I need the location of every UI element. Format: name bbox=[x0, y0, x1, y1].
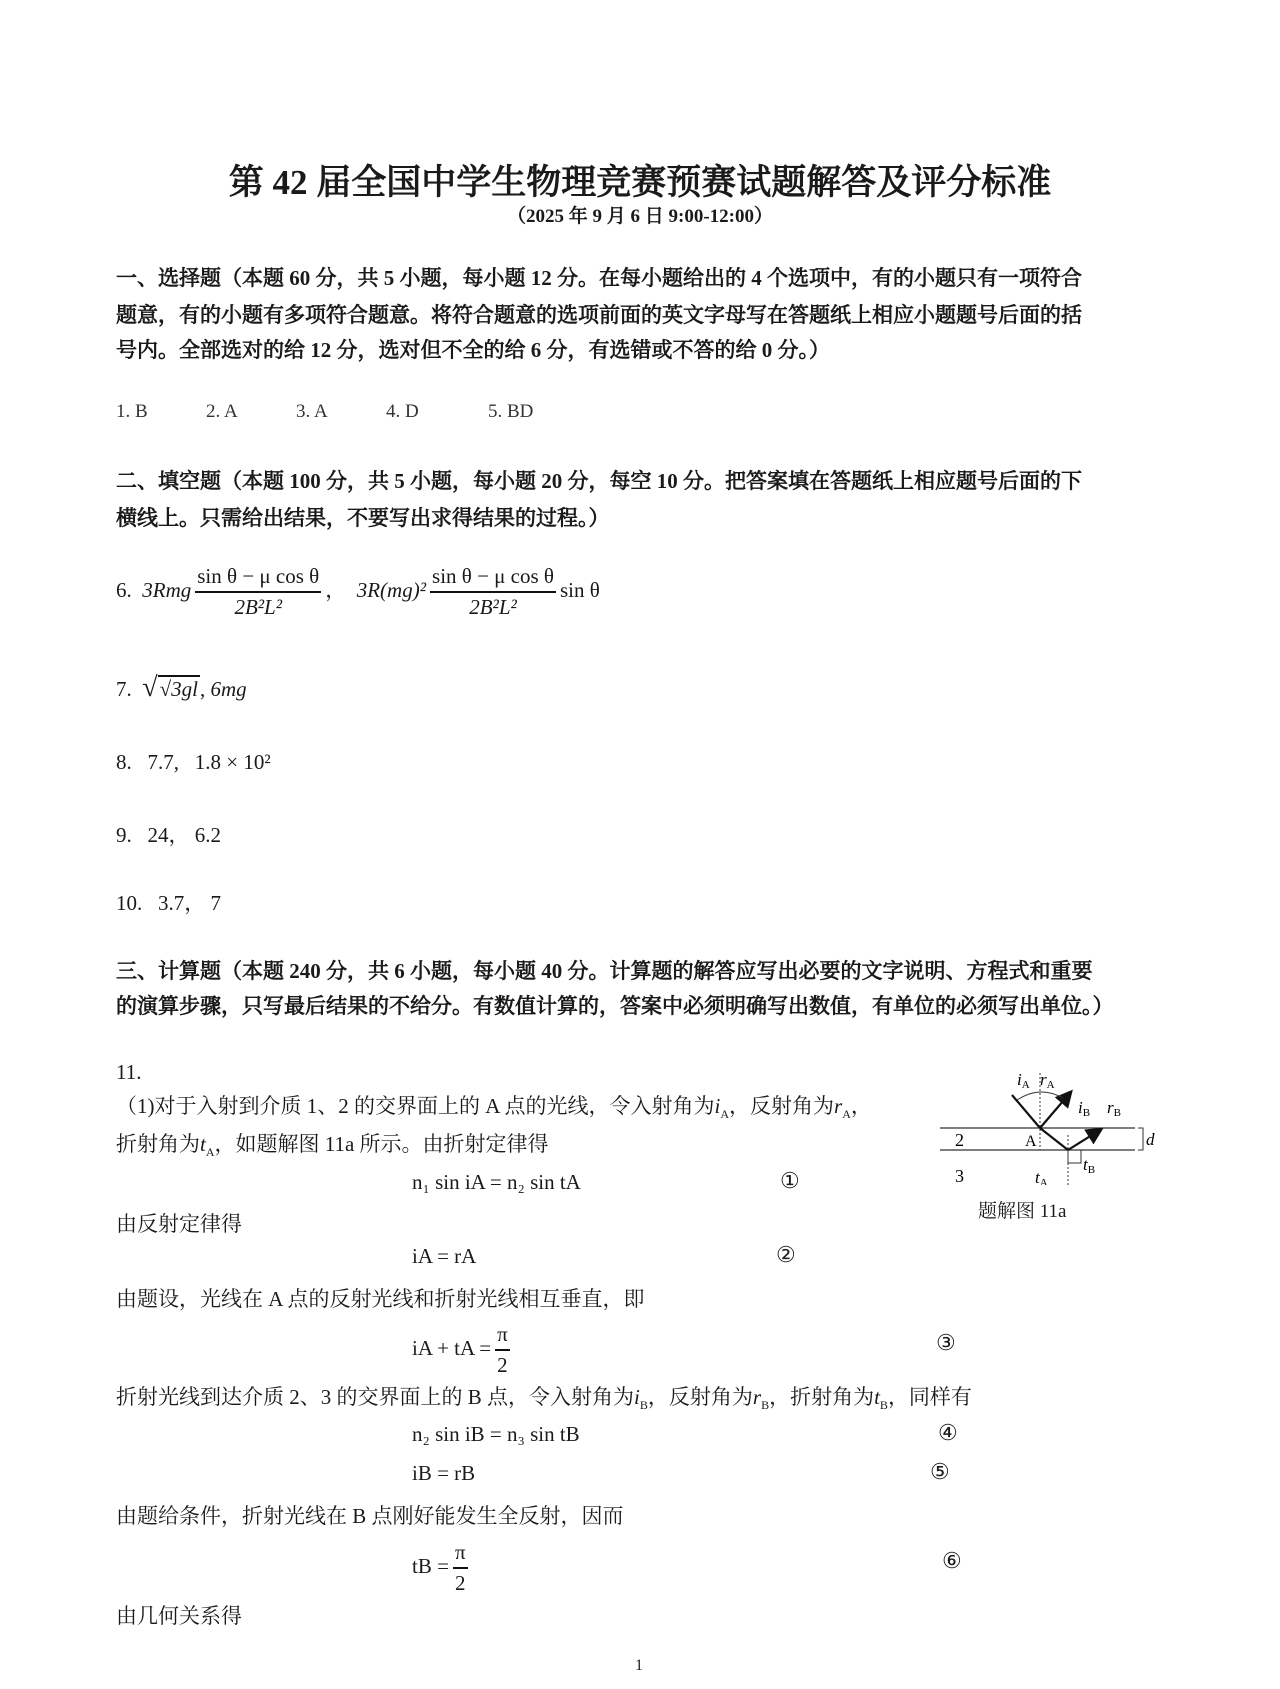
label-point-a: A bbox=[1025, 1133, 1037, 1150]
sqrt-icon: √ bbox=[142, 672, 158, 703]
equation-1-mark: ① bbox=[780, 1168, 800, 1193]
equation-3-mark: ③ bbox=[936, 1330, 956, 1355]
total-reflection-text: 由题给条件，折射光线在 B 点刚好能发生全反射，因而 bbox=[116, 1504, 624, 1528]
text: 折射光线到达介质 2、3 的交界面上的 B 点，令入射角为 bbox=[116, 1385, 635, 1409]
answer-3: 3. A bbox=[296, 401, 328, 422]
refracted-ray bbox=[1040, 1128, 1068, 1150]
section3-line1: 三、计算题（本题 240 分，共 6 小题，每小题 40 分。计算题的解答应写出必要的文字说明、方程式和重要 bbox=[116, 959, 1093, 983]
q7-number: 7. bbox=[116, 677, 132, 701]
answer-9 bbox=[116, 819, 221, 849]
answer-7 bbox=[116, 672, 247, 704]
section2-line1: 二、填空题（本题 100 分，共 5 小题，每小题 20 分，每空 10 分。把答案填在答题纸上相应题号后面的下 bbox=[116, 469, 1082, 493]
answer-5: 5. BD bbox=[488, 401, 534, 422]
reflected-ray-a bbox=[1040, 1093, 1070, 1128]
figure-caption: 题解图 11a bbox=[978, 1201, 1067, 1222]
label-tA: tA bbox=[1035, 1168, 1048, 1185]
q6-a1-numerator: sin θ − μ cos θ bbox=[195, 564, 321, 593]
q6-a2-numerator: sin θ − μ cos θ bbox=[430, 564, 556, 593]
eq3-den: 2 bbox=[497, 1353, 508, 1377]
exam-date: （2025 年 9 月 6 日 9:00-12:00） bbox=[507, 206, 773, 227]
label-medium-2: 2 bbox=[955, 1130, 964, 1150]
q6-number: 6. bbox=[116, 577, 132, 602]
equation-5: iB = rB bbox=[412, 1461, 476, 1485]
answer-4: 4. D bbox=[386, 401, 419, 422]
q8-number: 8. bbox=[116, 750, 132, 774]
q10-answer: 3.7， 7 bbox=[158, 891, 221, 915]
text: ，如题解图 11a 所示。由折射定律得 bbox=[214, 1132, 549, 1156]
answer-8 bbox=[116, 750, 271, 775]
answer-2: 2. A bbox=[206, 401, 238, 422]
answer-10 bbox=[116, 887, 221, 917]
equation-4-mark: ④ bbox=[938, 1420, 958, 1445]
answer-1: 1. B bbox=[116, 401, 148, 422]
page-title: 第 42 届全国中学生物理竞赛预赛试题解答及评分标准 bbox=[228, 163, 1052, 202]
q6-a2-suffix: sin θ bbox=[560, 577, 600, 602]
q9-number: 9. bbox=[116, 823, 132, 847]
reflected-ray-b bbox=[1068, 1130, 1100, 1150]
q7-separator: , bbox=[200, 677, 206, 701]
q8-a2: 1.8 × 10² bbox=[194, 750, 271, 774]
label-iA: iA bbox=[1017, 1070, 1030, 1091]
section1-line1: 一、选择题（本题 60 分，共 5 小题，每小题 12 分。在每小题给出的 4 个选项中，有的小题只有一项符合 bbox=[116, 266, 1082, 290]
equation-6-mark: ⑥ bbox=[942, 1548, 962, 1573]
text: ，反射角为 bbox=[729, 1094, 835, 1118]
equation-2: iA = rA bbox=[412, 1244, 477, 1268]
section1-line2: 题意，有的小题有多项符合题意。将符合题意的选项前面的英文字母写在答题纸上相应小题题号后面的括 bbox=[116, 303, 1082, 327]
label-rA: rA bbox=[1040, 1070, 1055, 1091]
point-b-text: 折射光线到达介质 2、3 的交界面上的 B 点，令入射角为$i_B$，反射角为$r_B$，折射角为$t_B$，同样有 bbox=[116, 1385, 972, 1412]
label-tB: tB bbox=[1083, 1155, 1096, 1176]
label-d: d bbox=[1146, 1130, 1155, 1149]
label-medium-3: 3 bbox=[955, 1166, 964, 1185]
equation-2-mark: ② bbox=[776, 1242, 796, 1267]
text: （1)对于入射到介质 1、2 的交界面上的 A 点的光线，令入射角为 bbox=[116, 1094, 715, 1118]
eq6-num: π bbox=[453, 1540, 468, 1569]
equation-5-mark: ⑤ bbox=[930, 1459, 950, 1484]
label-rB: rB bbox=[1107, 1098, 1121, 1119]
text: ，同样有 bbox=[887, 1385, 972, 1409]
label-iB: iB bbox=[1078, 1098, 1091, 1119]
q6-a2-prefix: 3R(mg)² bbox=[356, 577, 427, 602]
eq3-num: π bbox=[495, 1322, 510, 1351]
q8-a1: 7.7, bbox=[147, 750, 179, 774]
answer-6 bbox=[116, 564, 600, 620]
q11-part1-line1: （1)对于入射到介质 1、2 的交界面上的 A 点的光线，令入射角为$i_A$，反射角为$r_A$， bbox=[116, 1094, 872, 1121]
right-angle-mark bbox=[1068, 1150, 1081, 1163]
incident-ray bbox=[1012, 1095, 1040, 1128]
q11-number: 11. bbox=[116, 1060, 142, 1084]
q7-radicand: √3gl bbox=[159, 677, 198, 701]
eq3-lhs: iA + tA = bbox=[412, 1335, 492, 1360]
text: ， bbox=[850, 1094, 872, 1118]
q10-number: 10. bbox=[116, 891, 143, 915]
thickness-bracket bbox=[1138, 1128, 1143, 1150]
q6-separator: ， bbox=[325, 577, 347, 602]
q9-answer: 24， 6.2 bbox=[147, 823, 221, 847]
equation-3 bbox=[412, 1322, 514, 1378]
reflection-law-text: 由反射定律得 bbox=[116, 1212, 242, 1236]
equation-6 bbox=[412, 1540, 472, 1596]
section3-line2: 的演算步骤，只写最后结果的不给分。有数值计算的，答案中必须明确写出数值，有单位的必须写出单位。） bbox=[116, 994, 1114, 1018]
q11-part1-line2: 折射角为$t_A$，如题解图 11a 所示。由折射定律得 bbox=[116, 1132, 549, 1159]
geometry-text: 由几何关系得 bbox=[116, 1604, 242, 1628]
perpendicular-text: 由题设，光线在 A 点的反射光线和折射光线相互垂直，即 bbox=[116, 1287, 645, 1311]
q6-a1-denominator: 2B²L² bbox=[234, 595, 283, 619]
figure-11a bbox=[935, 1055, 1155, 1185]
eq6-den: 2 bbox=[454, 1571, 466, 1595]
page-number: 1 bbox=[635, 1657, 643, 1674]
q6-a2-denominator: 2B²L² bbox=[469, 595, 517, 619]
q7-a2: 6mg bbox=[210, 677, 247, 701]
equation-1: n₁ sin iA = n₂ sin tA bbox=[412, 1170, 581, 1194]
eq6-lhs: tB = bbox=[412, 1553, 449, 1578]
text: ，反射角为 bbox=[647, 1385, 753, 1409]
text: 折射角为 bbox=[116, 1132, 200, 1156]
text: ，折射角为 bbox=[769, 1385, 875, 1409]
section2-line2: 横线上。只需给出结果，不要写出求得结果的过程。） bbox=[116, 506, 610, 530]
equation-4: n₂ sin iB = n₃ sin tB bbox=[412, 1422, 580, 1446]
q6-a1-prefix: 3Rmg bbox=[142, 577, 192, 602]
section1-line3: 号内。全部选对的给 12 分，选对但不全的给 6 分，有选错或不答的给 0 分。） bbox=[116, 338, 830, 362]
